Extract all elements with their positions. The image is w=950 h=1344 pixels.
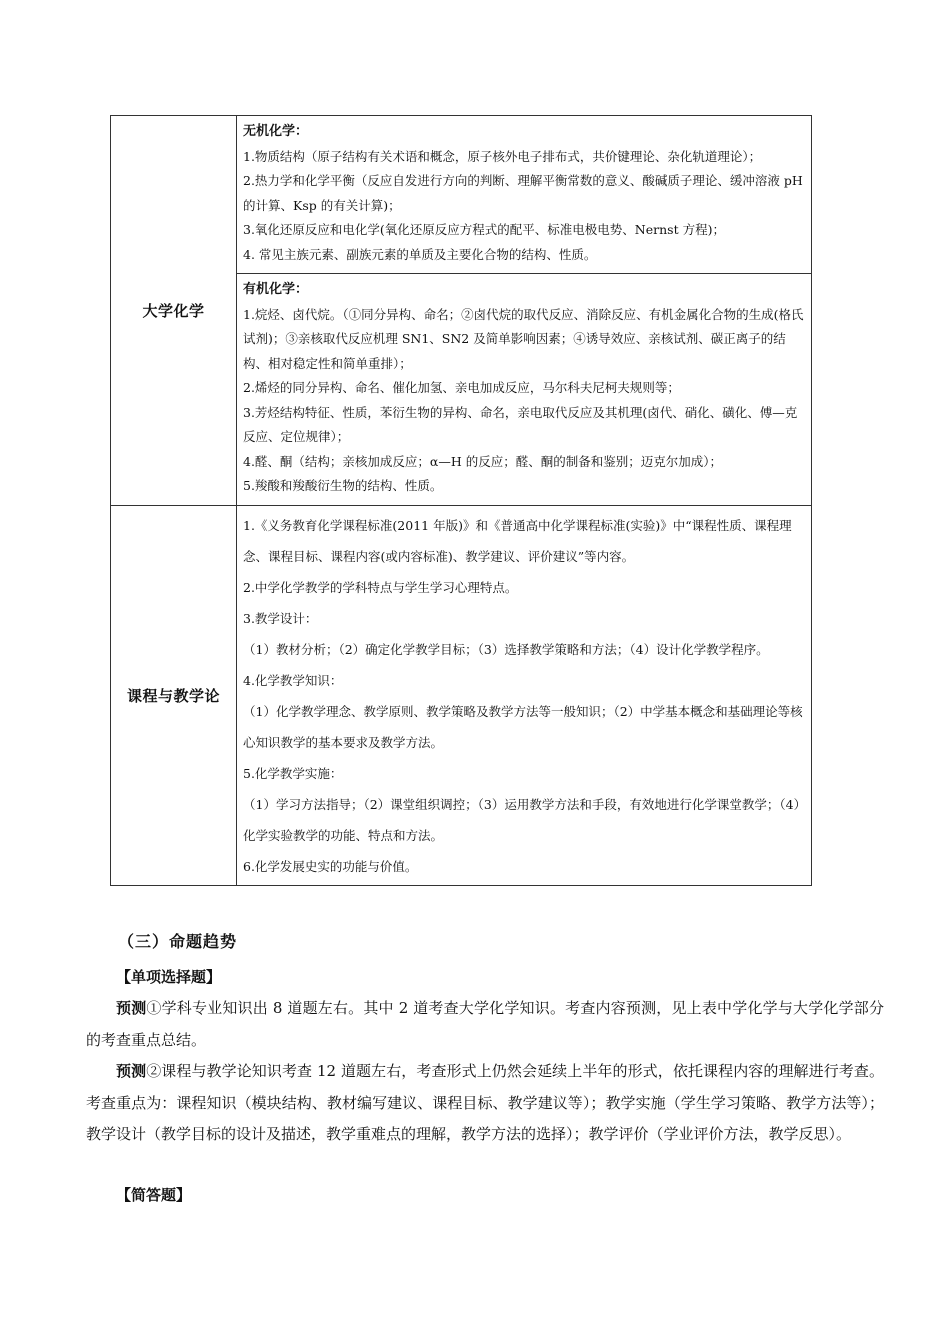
inorganic-item-1: 1.物质结构（原子结构有关术语和概念，原子核外电子排布式，共价键理论、杂化轨道理论）；: [243, 148, 762, 164]
section-title: （三）命题趋势: [118, 932, 238, 951]
pedagogy-item-4: 4.化学教学知识：: [243, 672, 343, 688]
exam-outline-table: [110, 115, 812, 886]
prediction-lead: 预测: [116, 1062, 147, 1080]
inorganic-item-2: 2.热力学和化学平衡（反应自发进行方向的判断、理解平衡常数的意义、酸碱质子理论、缓冲溶液 pH 的计算、Ksp 的有关计算)；: [243, 173, 803, 213]
short-answer-heading: 【简答题】: [116, 1186, 192, 1204]
organic-item-3: 3.芳烃结构特征、性质，苯衍生物的异构、命名，亲电取代反应及其机理(卤代、硝化、磺化、傅—克反应、定位规律）；: [243, 404, 798, 444]
organic-chemistry-heading: 有机化学：: [243, 282, 309, 297]
prediction-paragraph-1: [86, 993, 884, 1056]
pedagogy-item-3: 3.教学设计：: [243, 610, 318, 626]
single-choice-heading: 【单项选择题】: [116, 968, 222, 986]
pedagogy-item-5: 5.化学教学实施：: [243, 765, 343, 781]
curriculum-pedagogy-cell: [237, 505, 812, 885]
row-label-text: 课程与教学论: [126, 686, 220, 705]
pedagogy-item-5-detail: （1）学习方法指导；（2）课堂组织调控；（3）运用教学方法和手段，有效地进行化学课堂教学；（4）化学实验教学的功能、特点和方法。: [243, 796, 800, 843]
pedagogy-item-3-detail: （1）教材分析；（2）确定化学教学目标；（3）选择教学策略和方法；（4）设计化学教学程序。: [243, 641, 769, 657]
organic-chemistry-cell: [237, 274, 812, 506]
pedagogy-item-6: 6.化学发展史实的功能与价值。: [243, 858, 418, 874]
organic-item-4: 4.醛、酮（结构；亲核加成反应；α—H 的反应；醛、酮的制备和鉴别；迈克尔加成）；: [243, 453, 722, 469]
inorganic-chemistry-cell: [237, 116, 812, 274]
inorganic-item-4: 4. 常见主族元素、副族元素的单质及主要化合物的结构、性质。: [243, 246, 597, 262]
prediction-text: ②课程与教学论知识考查 12 道题左右，考查形式上仍然会延续上半年的形式，依托课程内容的理解进行考查。考查重点为：课程知识（模块结构、教材编写建议、课程目标、教学建议等）；教学实施（学生学习策略、教学方法等）；教学设计（教学目标的设计及描述，教学重难点的理解，教学方法的选择）；教学评价（学业评价方法，教学反思）。: [86, 1062, 884, 1143]
row-label-curriculum-pedagogy: [111, 505, 237, 885]
pedagogy-item-2: 2.中学化学教学的学科特点与学生学习心理特点。: [243, 579, 518, 595]
row-label-text: 大学化学: [142, 301, 205, 320]
prediction-lead: 预测: [116, 999, 147, 1017]
pedagogy-item-1: 1.《义务教育化学课程标准(2011 年版)》和《普通高中化学课程标准(实验)》中“课程性质、课程理念、课程目标、课程内容(或内容标准)、教学建议、评价建议”等内容。: [243, 517, 792, 564]
pedagogy-item-4-detail: （1）化学教学理念、教学原则、教学策略及教学方法等一般知识；（2）中学基本概念和基础理论等核心知识教学的基本要求及教学方法。: [243, 703, 803, 750]
inorganic-chemistry-heading: 无机化学：: [243, 124, 309, 139]
organic-item-1: 1.烷烃、卤代烷。（①同分异构、命名；②卤代烷的取代反应、消除反应、有机金属化合物的生成(格氏试剂)；③亲核取代反应机理 SN1、SN2 及简单影响因素；④诱导效应、亲核试剂、碳正离子的结构、相对稳定性和简单重排）；: [243, 306, 804, 371]
table-row: [111, 116, 812, 274]
inorganic-item-3: 3.氧化还原反应和电化学(氧化还原反应方程式的配平、标准电极电势、Nernst 方程)；: [243, 222, 725, 237]
organic-item-5: 5.羧酸和羧酸衍生物的结构、性质。: [243, 478, 443, 493]
prediction-paragraph-2: [86, 1056, 884, 1151]
table-row: [111, 505, 812, 885]
prediction-text: ①学科专业知识出 8 道题左右。其中 2 道考查大学化学知识。考查内容预测，见上表中学化学与大学化学部分的考查重点总结。: [86, 999, 884, 1049]
row-label-university-chemistry: [111, 116, 237, 506]
organic-item-2: 2.烯烃的同分异构、命名、催化加氢、亲电加成反应，马尔科夫尼柯夫规则等；: [243, 380, 680, 395]
